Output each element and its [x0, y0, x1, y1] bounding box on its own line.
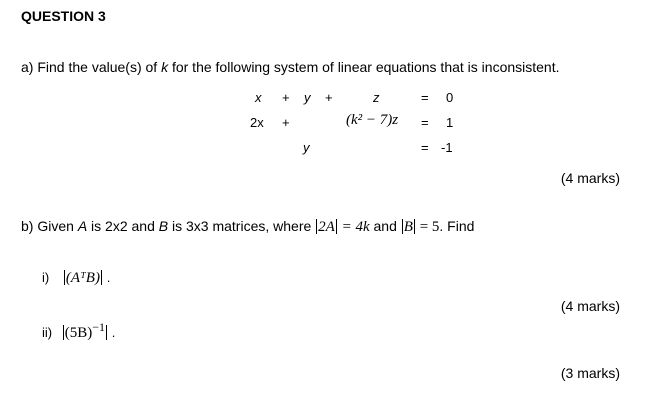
part-a-prompt: [21, 59, 560, 75]
eq1-equals: =: [421, 90, 429, 105]
part-b-mid-2: is 3x3 matrices, where: [168, 218, 316, 234]
item-i-expression: (AᵀB): [65, 270, 100, 286]
eq3-y: y: [303, 140, 310, 155]
det-bar: [64, 270, 65, 285]
eq1-z: z: [373, 90, 380, 105]
item-ii-end: .: [111, 325, 116, 340]
part-b-mid-1: is 2x2 and: [87, 218, 159, 234]
eq1-y: y: [304, 90, 311, 105]
eq2-2x: 2x: [250, 115, 264, 130]
item-i-end: .: [106, 270, 111, 285]
part-b-suffix: . Find: [439, 218, 475, 234]
det-b: B: [403, 219, 413, 235]
eq2-equals: =: [421, 115, 429, 130]
item-i-marks: (4 marks): [560, 298, 620, 314]
eq1-x: x: [255, 90, 262, 105]
part-a-marks: (4 marks): [560, 170, 620, 186]
det-bar: [63, 325, 64, 340]
det-b-rhs: = 5: [415, 219, 440, 235]
det-2a-rhs: = 4k: [337, 219, 370, 235]
det-bar: [414, 219, 415, 234]
item-ii-exponent: −1: [92, 320, 106, 334]
item-ii-expression: (5B): [64, 325, 93, 341]
part-a-prefix: a) Find the value(s) of: [21, 59, 162, 75]
eq1-rhs: 0: [446, 90, 454, 105]
eq3-equals: =: [421, 140, 429, 155]
matrix-a: A: [77, 218, 88, 234]
eq2-rhs: 1: [446, 115, 454, 130]
part-a-variable: k: [161, 59, 169, 75]
matrix-b: B: [158, 218, 169, 234]
det-2a: 2A: [318, 219, 335, 235]
eq1-plus-2: +: [325, 90, 333, 105]
part-b-prompt: [21, 218, 474, 236]
item-i: [42, 270, 110, 287]
part-b-and: and: [369, 218, 401, 234]
item-ii-marks: (3 marks): [560, 365, 620, 381]
det-bar: [336, 219, 337, 234]
eq2-plus: +: [282, 115, 290, 130]
part-a-suffix: for the following system of linear equations that is inconsistent.: [168, 59, 560, 75]
det-bar: [402, 219, 403, 234]
item-i-label: i): [42, 270, 50, 285]
det-bar: [106, 325, 107, 340]
det-bar: [101, 270, 102, 285]
eq3-rhs: -1: [441, 140, 453, 155]
question-title: QUESTION 3: [21, 8, 106, 24]
eq2-coefficient: (k² − 7)z: [346, 112, 399, 128]
item-ii: [42, 320, 115, 342]
part-b-prefix: b) Given: [21, 218, 78, 234]
item-ii-label: ii): [42, 325, 53, 340]
eq1-plus-1: +: [282, 90, 290, 105]
